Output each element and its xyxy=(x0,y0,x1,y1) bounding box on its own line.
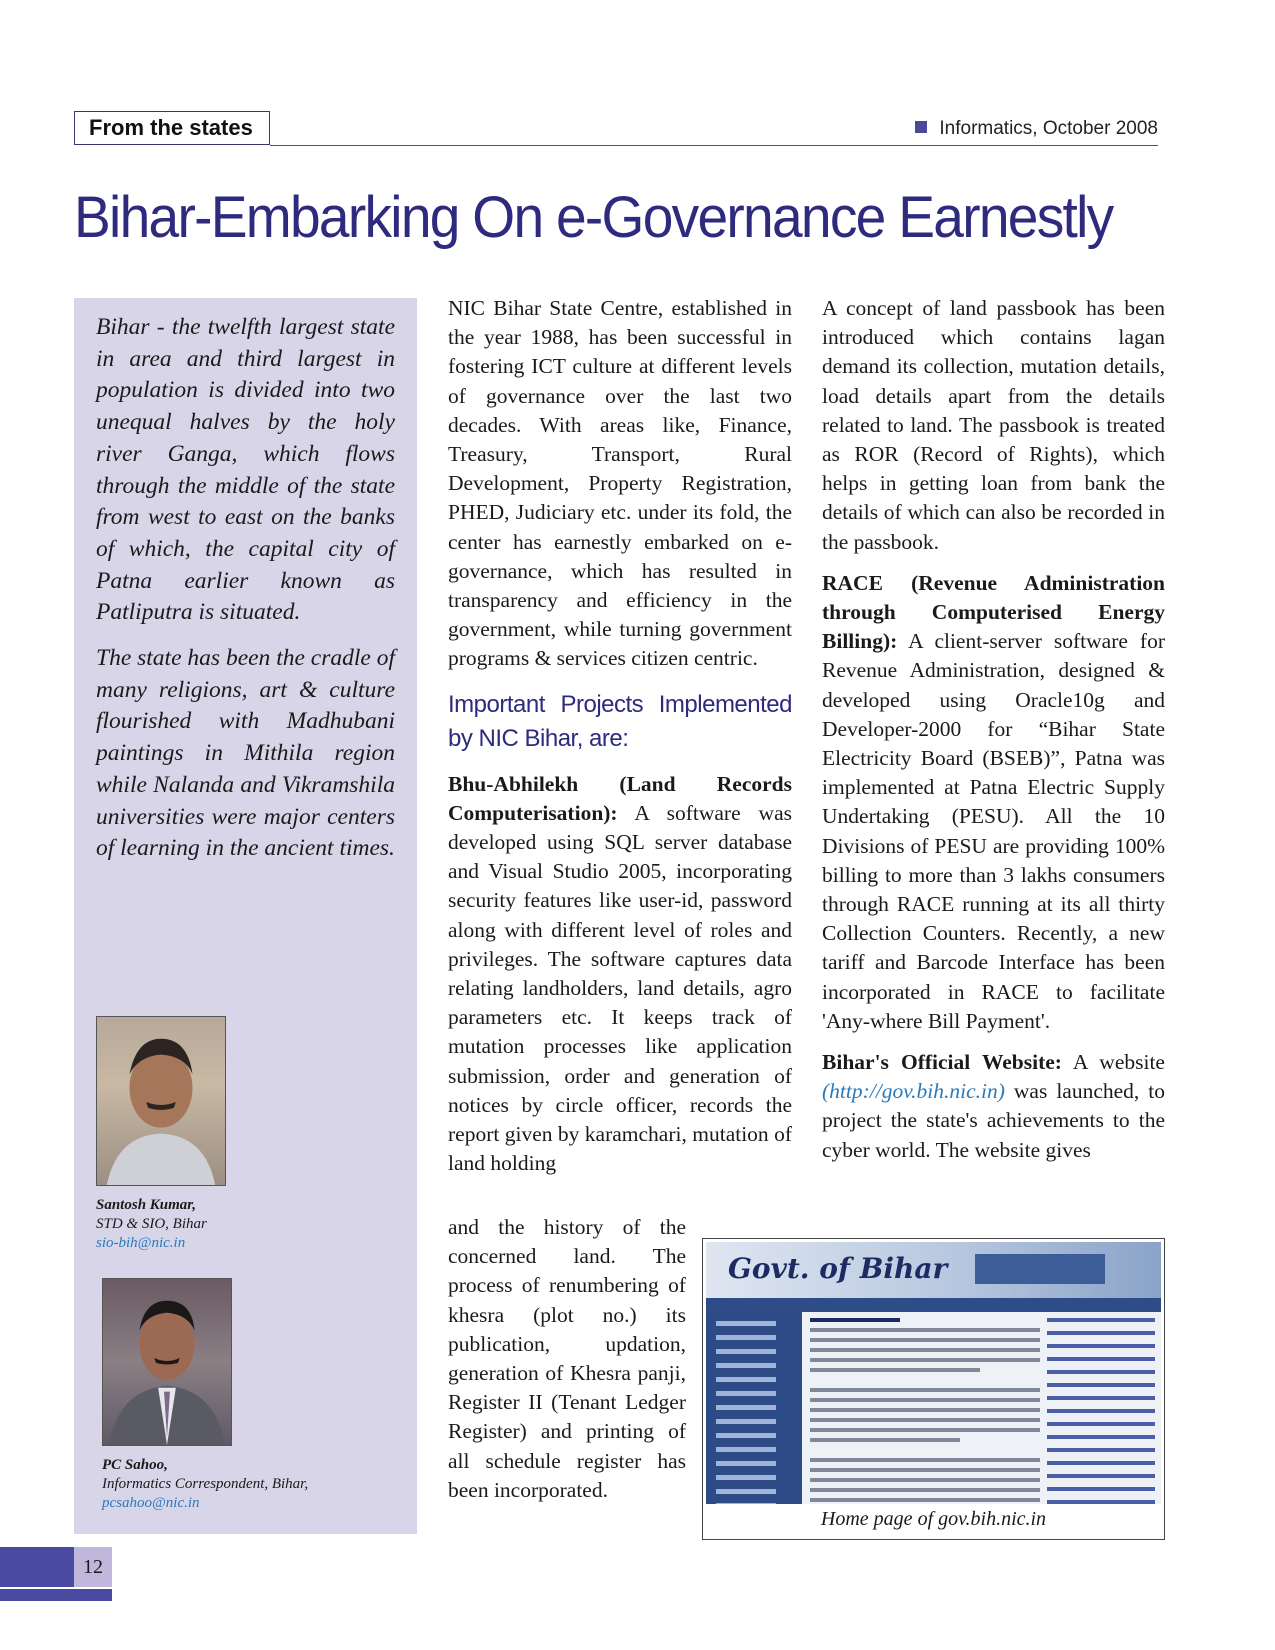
race-paragraph xyxy=(822,569,1165,1036)
page-number-underline xyxy=(74,1589,112,1601)
website-paragraph xyxy=(822,1048,1165,1165)
screenshot-links-list xyxy=(1047,1318,1155,1504)
website-text-a: A website xyxy=(1072,1050,1165,1075)
issue-text: Informatics, October 2008 xyxy=(939,118,1158,139)
sidebar-paragraph: The state has been the cradle of many religions, art & culture flourished with Madhubani paintings in Mithila region while Nalanda and Vikramshila universities were major centers of learning in the ancient times. xyxy=(96,645,395,862)
body-column-3 xyxy=(822,294,1165,1177)
author-email[interactable]: sio-bih@nic.in xyxy=(96,1235,186,1251)
race-title: RACE (Revenue Administration through Computerised Energy Billing): xyxy=(822,570,1165,654)
screenshot-logo: Govt. of Bihar xyxy=(728,1252,948,1285)
author-role: Informatics Correspondent, Bihar, xyxy=(102,1476,309,1492)
website-title: Bihar's Official Website: xyxy=(822,1050,1062,1075)
page-number-bar xyxy=(0,1547,74,1587)
author-name: Santosh Kumar, xyxy=(96,1197,197,1213)
author-photo-pc-sahoo xyxy=(102,1278,232,1446)
bhu-abhilekh-text: A software was developed using SQL server database and Visual Studio 2005, incorporating security features like user-id, password along with different level of roles and privileges. The software captures data relating landholders, land details, agro parameters etc. It keeps track of mutation processes like application submission, order and generation of notices by circle officer, records the report given by karamchari, mutation of land holding xyxy=(448,800,792,1176)
screenshot-header-box xyxy=(975,1254,1105,1284)
screenshot-header xyxy=(706,1242,1161,1298)
article-title: Bihar-Embarking On e-Governance Earnestly xyxy=(74,185,1113,250)
screenshot-nav-bar xyxy=(706,1298,1161,1312)
screenshot-main-text xyxy=(810,1318,1040,1504)
author-photo-santosh-kumar xyxy=(96,1016,226,1186)
author-name: PC Sahoo, xyxy=(102,1457,168,1473)
page-number: 12 xyxy=(74,1547,112,1587)
intro-paragraph: NIC Bihar State Centre, established in the year 1988, has been successful in fostering ICT culture at different levels of governance over the last two decades. With areas like, Finance, Treasury, Transport, Rural Development, Property Registration, PHED, Judiciary etc. under its fold, the center has earnestly embarked on e-governance, which has resulted in transparency and efficiency in the government, while turning government programs & services citizen centric. xyxy=(448,296,792,671)
body-column-2-continued xyxy=(448,1213,686,1517)
projects-subheading: Important Projects Implemented by NIC Bihar, are: xyxy=(448,690,792,752)
sidebar-paragraph: Bihar - the twelfth largest state in area and third largest in population is divided into two unequal halves by the holy river Ganga, which flows through the middle of the state from west to east on the banks of which, the capital city of Patna earlier known as Patliputra is situated. xyxy=(96,314,395,626)
body-column-2 xyxy=(448,294,792,1190)
screenshot-side-menu xyxy=(706,1312,802,1504)
square-bullet-icon xyxy=(915,121,927,133)
passbook-paragraph: A concept of land passbook has been introduced which contains lagan demand its collection, mutation details, load details apart from the details related to land. The passbook is treated as ROR (Record of Rights), which helps in getting loan from bank the details of which can also be recorded in the passbook. xyxy=(822,296,1165,554)
author-credit xyxy=(96,1196,207,1253)
website-screenshot xyxy=(706,1242,1161,1504)
page-number-bar xyxy=(0,1589,74,1601)
author-email[interactable]: pcsahoo@nic.in xyxy=(102,1495,200,1511)
section-label: From the states xyxy=(74,111,270,145)
bhu-abhilekh-continued: and the history of the concerned land. The process of renumbering of khesra (plot no.) its publication, updation, generation of Khesra panji, Register II (Tenant Ledger Register) and printing of all schedule register has been incorporated. xyxy=(448,1215,686,1502)
author-role: STD & SIO, Bihar xyxy=(96,1216,207,1232)
figure-caption: Home page of gov.bih.nic.in xyxy=(820,1508,1047,1530)
header-rule xyxy=(270,145,1158,146)
bhu-abhilekh-title: Bhu-Abhilekh (Land Records Computerisation): xyxy=(448,771,792,825)
website-text-b: was launched, to project the state's achievements to the cyber world. The website gives xyxy=(822,1079,1166,1162)
website-screenshot-figure xyxy=(702,1238,1165,1540)
bhu-abhilekh-paragraph xyxy=(448,770,792,1179)
race-text: A client-server software for Revenue Administration, designed & developed using Oracle10g and Developer-2000 for “Bihar State Electricity Board (BSEB)”, Patna was implemented at Patna Electric Supply Undertaking (PESU). All the 10 Divisions of PESU are providing 100% billing to more than 3 lakhs consumers through RACE running at its all thirty Collection Counters. Recently, a new tariff and Barcode Interface has been incorporated in RACE to facilitate 'Any-where Bill Payment'. xyxy=(822,629,1165,1033)
issue-info xyxy=(915,118,1158,140)
author-credit xyxy=(102,1456,308,1513)
website-link[interactable]: (http://gov.bih.nic.in) xyxy=(822,1079,1005,1104)
